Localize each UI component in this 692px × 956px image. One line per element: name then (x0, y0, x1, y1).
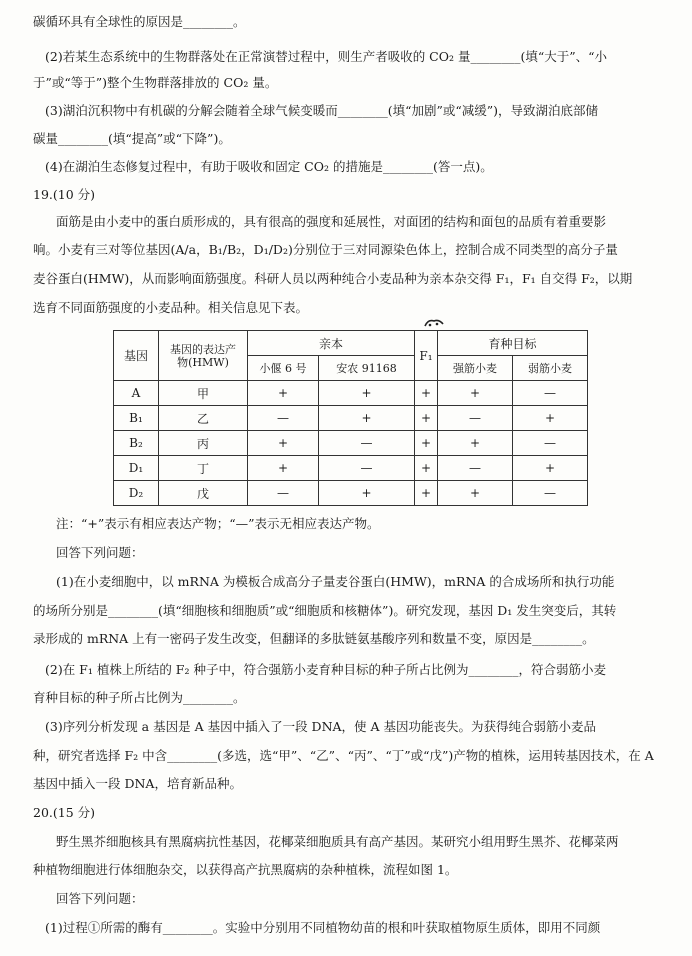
text-line: (1)在小麦细胞中，以 mRNA 为模板合成高分子量麦谷蛋白(HMW)，mRNA 的合成场所和执行功能 (56, 574, 615, 589)
header-parent: 亲本 (248, 331, 415, 356)
text-line: (1)过程①所需的酶有________。实验中分别用不同植物幼苗的根和叶获取植物原生质体，即用不同颜 (45, 920, 601, 935)
cell-strong: + (438, 481, 513, 506)
cell-p1: + (248, 381, 319, 406)
header-target: 育种目标 (438, 331, 588, 356)
cell-gene: B₂ (114, 431, 159, 456)
table-row (114, 381, 588, 406)
header-f1: F₁ (415, 331, 438, 381)
header-parent-1: 小偃 6 号 (248, 356, 319, 381)
text-line: 回答下列问题： (56, 545, 144, 560)
text-line: 录形成的 mRNA 上有一密码子发生改变，但翻译的多肽链氨基酸序列和数量不变，原因是________。 (33, 631, 595, 646)
text-line: 面筋是由小麦中的蛋白质形成的，具有很高的强度和延展性，对面团的结构和面包的品质有着重要影 (56, 214, 607, 229)
text-line: 碳循环具有全球性的原因是________。 (33, 14, 246, 29)
text-line: (2)若某生态系统中的生物群落处在正常演替过程中，则生产者吸收的 CO₂ 量________(填“大于”、“小 (45, 49, 608, 64)
cell-p2: + (319, 406, 415, 431)
cell-weak: + (513, 456, 588, 481)
cell-f1: + (415, 431, 438, 456)
header-weak: 弱筋小麦 (513, 356, 588, 381)
table-row (114, 406, 588, 431)
cell-gene: D₁ (114, 456, 159, 481)
table-row (114, 481, 588, 506)
cell-strong: + (438, 381, 513, 406)
text-line: (3)湖泊沉积物中有机碳的分解会随着全球气候变暖而________(填“加剧”或“减缓”)，导致湖泊底部储 (45, 103, 599, 118)
cell-product: 乙 (159, 406, 248, 431)
cell-product: 甲 (159, 381, 248, 406)
text-line: (4)在湖泊生态修复过程中，有助于吸收和固定 CO₂ 的措施是________(答一点)。 (45, 159, 493, 174)
text-line: (2)在 F₁ 植株上所结的 F₂ 种子中，符合强筋小麦育种目标的种子所占比例为________，符合弱筋小麦 (45, 662, 606, 677)
table-note: 注：“+”表示有相应表达产物；“—”表示无相应表达产物。 (56, 516, 380, 531)
text-line: 碳量________(填“提高”或“下降”)。 (33, 131, 231, 146)
header-product (159, 331, 248, 381)
text-line: 的场所分别是________(填“细胞核和细胞质”或“细胞质和核糖体”)。研究发现，基因 D₁ 发生突变后，其转 (33, 603, 617, 618)
text-line: 选育不同面筋强度的小麦品种。相关信息见下表。 (33, 300, 309, 315)
text-line: 种植物细胞进行体细胞杂交，以获得高产抗黑腐病的杂种植株，流程如图 1。 (33, 862, 458, 877)
cell-gene: A (114, 381, 159, 406)
gene-table (113, 330, 588, 506)
header-gene: 基因 (114, 331, 159, 381)
cell-gene: B₁ (114, 406, 159, 431)
cell-strong: + (438, 431, 513, 456)
header-parent-2: 安农 91168 (319, 356, 415, 381)
cell-weak: — (513, 481, 588, 506)
cell-p2: — (319, 431, 415, 456)
text-line: 野生黑芥细胞核具有黑腐病抗性基因，花椰菜细胞质具有高产基因。某研究小组用野生黑芥、花椰菜两 (56, 834, 619, 849)
table-row (114, 456, 588, 481)
cell-weak: — (513, 381, 588, 406)
text-line: (3)序列分析发现 a 基因是 A 基因中插入了一段 DNA，使 A 基因功能丧失。为获得纯合弱筋小麦品 (45, 719, 597, 734)
text-line: 响。小麦有三对等位基因(A/a，B₁/B₂，D₁/D₂)分别位于三对同源染色体上，控制合成不同类型的高分子量 (33, 242, 618, 257)
cell-f1: + (415, 456, 438, 481)
text-line: 基因中插入一段 DNA，培育新品种。 (33, 776, 242, 791)
cell-gene: D₂ (114, 481, 159, 506)
cell-p1: + (248, 431, 319, 456)
cell-p1: — (248, 481, 319, 506)
cell-p2: + (319, 381, 415, 406)
cell-f1: + (415, 406, 438, 431)
cell-f1: + (415, 381, 438, 406)
text-line: 回答下列问题： (56, 891, 144, 906)
cell-product: 戊 (159, 481, 248, 506)
header-product-text: 基因的表达产物(HMW) (170, 342, 236, 369)
question-number: 19.(10 分) (33, 187, 96, 202)
cell-p1: — (248, 406, 319, 431)
cell-product: 丙 (159, 431, 248, 456)
question-number: 20.(15 分) (33, 805, 96, 820)
cell-p2: — (319, 456, 415, 481)
cell-p1: + (248, 456, 319, 481)
cell-product: 丁 (159, 456, 248, 481)
cell-strong: — (438, 456, 513, 481)
cell-p2: + (319, 481, 415, 506)
text-line: 种，研究者选择 F₂ 中含________(多选，选“甲”、“乙”、“丙”、“丁”或“戊”)产物的植株，运用转基因技术，在 A (33, 748, 654, 763)
text-line: 于”或“等于”)整个生物群落排放的 CO₂ 量。 (33, 75, 278, 90)
cell-f1: + (415, 481, 438, 506)
table-row (114, 431, 588, 456)
cell-weak: + (513, 406, 588, 431)
header-strong: 强筋小麦 (438, 356, 513, 381)
cell-weak: — (513, 431, 588, 456)
text-line: 麦谷蛋白(HMW)，从而影响面筋强度。科研人员以两种纯合小麦品种为亲本杂交得 F₁，F₁ 自交得 F₂，以期 (33, 271, 633, 286)
stamp-mark (424, 318, 444, 328)
cell-strong: — (438, 406, 513, 431)
text-line: 育种目标的种子所占比例为________。 (33, 690, 246, 705)
